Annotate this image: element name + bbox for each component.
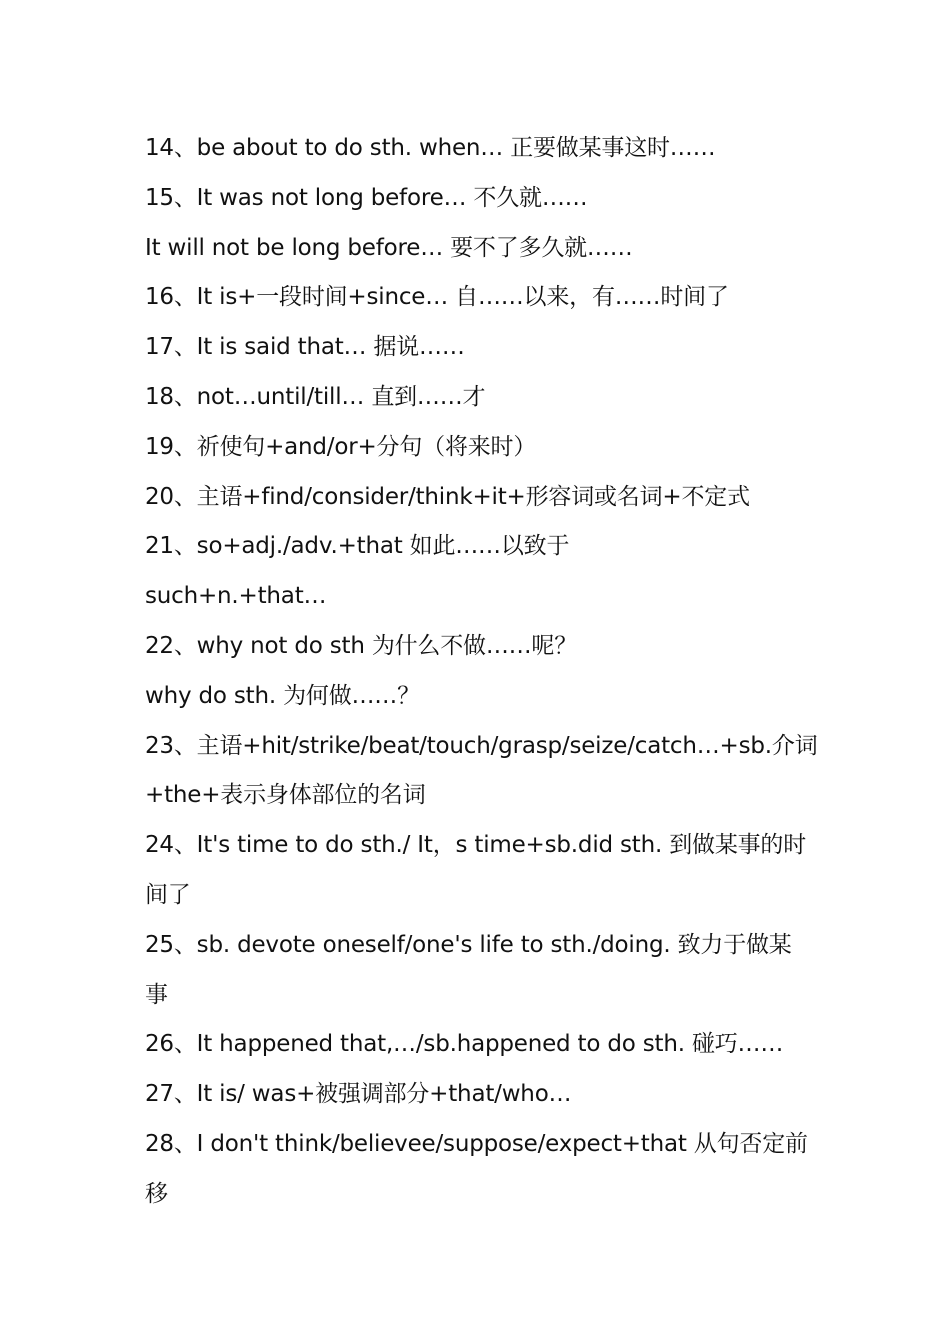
text-line: 23、主语+hit/strike/beat/touch/grasp/seize/catch…+sb.介词 <box>145 732 818 759</box>
text-line: 21、so+adj./adv.+that 如此……以致于 <box>145 533 570 560</box>
document-body <box>145 124 818 1220</box>
text-line: 17、It is said that… 据说…… <box>145 334 465 361</box>
text-line: 27、It is/ was+被强调部分+that/who… <box>145 1081 572 1108</box>
text-line: 28、I don't think/believee/suppose/expect+that 从句否定前 <box>145 1130 808 1157</box>
text-line: 16、It is+一段时间+since… 自……以来，有……时间了 <box>145 284 729 311</box>
text-line: 22、why not do sth 为什么不做……呢？ <box>145 632 578 659</box>
text-line: 15、It was not long before… 不久就…… <box>145 184 588 211</box>
text-line: such+n.+that… <box>145 583 327 610</box>
text-line: It will not be long before… 要不了多久就…… <box>145 234 633 261</box>
text-line: 20、主语+find/consider/think+it+形容词或名词+不定式 <box>145 483 750 510</box>
text-line: why do sth. 为何做……？ <box>145 682 420 709</box>
text-line: 25、sb. devote oneself/one's life to sth./doing. 致力于做某 <box>145 931 792 958</box>
text-line: +the+表示身体部位的名词 <box>145 782 426 809</box>
text-line: 14、be about to do sth. when… 正要做某事这时…… <box>145 135 716 161</box>
text-line: 事 <box>145 981 168 1008</box>
text-line: 移 <box>145 1180 168 1207</box>
text-line: 24、It's time to do sth./ It，s time+sb.did sth. 到做某事的时 <box>145 832 807 859</box>
text-line: 18、not…until/till… 直到……才 <box>145 383 486 410</box>
text-line: 19、祈使句+and/or+分句（将来时） <box>145 433 537 460</box>
text-line: 间了 <box>145 881 191 908</box>
text-line: 26、It happened that,…/sb.happened to do sth. 碰巧…… <box>145 1031 784 1058</box>
